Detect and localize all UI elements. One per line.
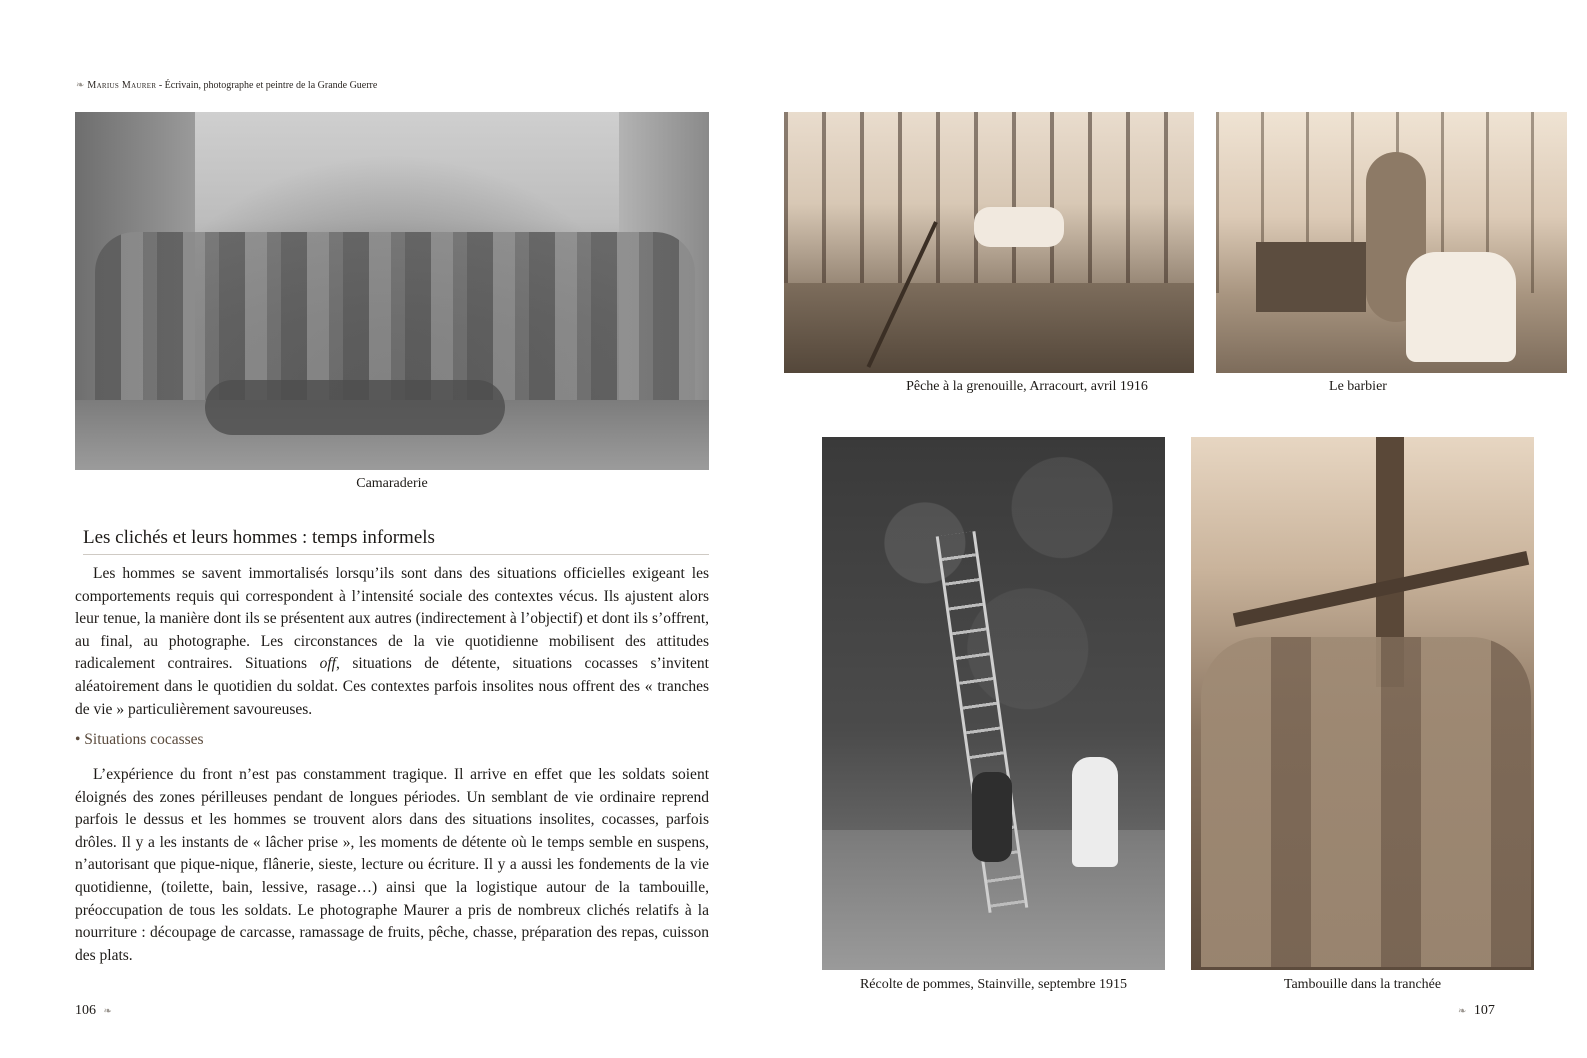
photo-cook (1072, 757, 1118, 867)
paragraph-intro-part2: , situations de détente, situations cocasses s’invitent aléatoirement dans le quotidien du soldat. Ces contextes parfois insolites nous offrent des « tranches de vie » particulièrement savoureuses. (75, 655, 709, 718)
paragraph-intro-part1: Les hommes se savent immortalisés lorsqu’ils sont dans des situations officielles exigeant les comportements requis qui correspondent à l’intensité sociale des contextes vécus. Ils ajustent alors leur tenue, la manière dont ils se présentent aux autres (indirectement à l’objectif) et dont ils s’offrent, au final, au photographe. Les circonstances de la vie quotidienne mobilisent des attitudes radicalement contraires. Situations (75, 565, 709, 673)
header-author: Marius Maurer (87, 80, 157, 91)
photo-lying-soldiers (205, 380, 505, 435)
photo-camaraderie (75, 112, 709, 470)
folio-left (75, 1003, 115, 1019)
photo-fisherman (974, 207, 1064, 247)
page-number-right: 107 (1473, 1003, 1495, 1018)
paragraph-intro-italic: off (319, 655, 336, 673)
page-number-left: 106 (75, 1003, 96, 1018)
paragraph-intro (75, 563, 709, 721)
caption-peche: Pêche à la grenouille, Arracourt, avril 1916 (906, 379, 1148, 394)
caption-camaraderie: Camaraderie (356, 476, 428, 491)
header-subtitle: - Écrivain, photographe et peintre de la Grande Guerre (158, 80, 378, 91)
leaf-icon: ❧ (1458, 1006, 1467, 1017)
photo-peche-grenouille (784, 112, 1194, 373)
caption-pommes: Récolte de pommes, Stainville, septembre 1915 (859, 977, 1128, 992)
running-header (76, 80, 377, 91)
photo-soldiers-trench (1201, 637, 1531, 967)
caption-barbier: Le barbier (1329, 379, 1387, 394)
photo-tambouille (1191, 437, 1534, 970)
photo-customer (1406, 252, 1516, 362)
photo-barbier (1216, 112, 1567, 373)
paragraph-cocasses: L’expérience du front n’est pas constamment tragique. Il arrive en effet que les soldats soient éloignés des zones périlleuses pendant de longues périodes. Un semblant de vie ordinaire reprend parfois le dessus et les hommes se trouvent alors dans des situations insolites, cocasses, parfois drôles. Il y a les instants de « lâcher prise », les moments de détente où le temps semble en suspens, n’autorisant que pique-nique, flânerie, sieste, lecture ou écriture. Il y a aussi les fondements de la vie quotidienne, (toilette, bain, lessive, rasage…) ainsi que la logistique autour de la tambouille, préoccupation de tous les soldats. Le photographe Maurer a pris de nombreux clichés relatifs à la nourriture : découpage de carcasse, ramassage de fruits, pêche, chasse, préparation des repas, cuisson des plats. (75, 766, 709, 964)
photo-water (784, 283, 1194, 373)
section-title: Les clichés et leurs hommes : temps informels (83, 527, 709, 555)
leaf-icon: ❧ (103, 1006, 112, 1017)
photo-hut (1256, 242, 1366, 312)
folio-right (1458, 1003, 1495, 1019)
subheading-situations-cocasses: • Situations cocasses (75, 731, 204, 748)
leaf-icon: ❧ (76, 80, 85, 91)
photo-recolte-pommes (822, 437, 1165, 970)
photo-soldier-ground (972, 772, 1012, 862)
caption-tambouille: Tambouille dans la tranchée (1283, 977, 1442, 992)
